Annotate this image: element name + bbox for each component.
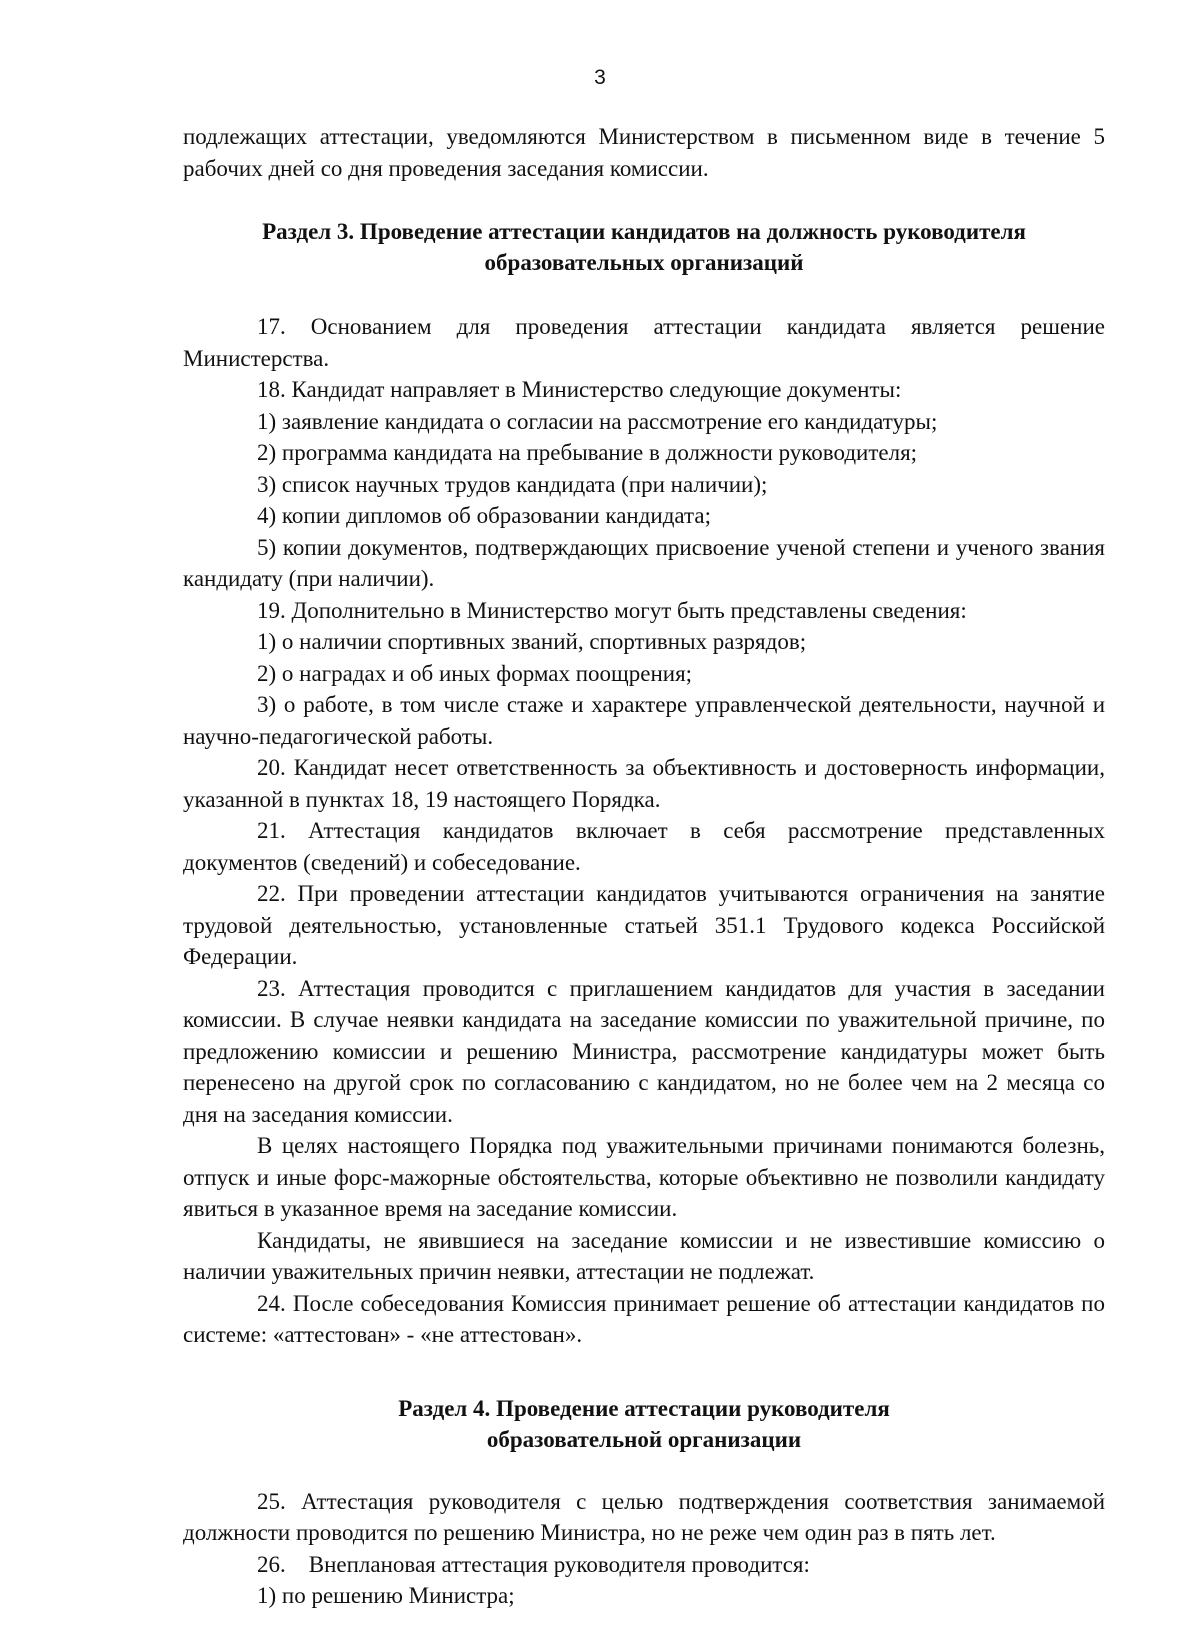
paragraph-24: 24. После собеседования Комиссия принимает решение об аттестации кандидатов по системе: «аттестован» - «не аттестован». — [183, 1290, 1105, 1347]
section-4-heading-line-1: Раздел 4. Проведение аттестации руководителя — [398, 1395, 890, 1421]
page-number: 3 — [594, 66, 606, 89]
list-item-18-5: 5) копии документов, подтверждающих присвоение ученой степени и ученого звания кандидату (при наличии). — [183, 534, 1105, 591]
section-3-body — [183, 311, 1105, 1351]
paragraph-26: 26. Внеплановая аттестация руководителя проводится: — [257, 1551, 810, 1577]
paragraph-17: 17. Основанием для проведения аттестации кандидата является решение Министерства. — [183, 314, 1105, 371]
section-3-heading-line-1: Раздел 3. Проведение аттестации кандидатов на должность руководителя — [262, 219, 1026, 244]
paragraph-23: 23. Аттестация проводится с приглашением кандидатов для участия в заседании комиссии. В случае неявки кандидата на заседание комиссии по уважительной причине, по предложению комиссии и решению Министра, рассмотрение кандидатуры может быть перенесено на другой срок по согласованию с кандидатом, но не более чем на 2 месяца со дня на заседания комиссии. — [183, 975, 1105, 1127]
list-item-18-2: 2) программа кандидата на пребывание в должности руководителя; — [257, 440, 918, 465]
list-item-19-1: 1) о наличии спортивных званий, спортивных разрядов; — [257, 629, 807, 654]
paragraph-18: 18. Кандидат направляет в Министерство следующие документы: — [257, 377, 902, 402]
paragraph-21: 21. Аттестация кандидатов включает в себя рассмотрение представленных документов (сведений) и собеседование. — [183, 818, 1105, 875]
section-3-heading-line-2: образовательных организаций — [484, 250, 804, 275]
list-item-26-1: 1) по решению Министра; — [257, 1583, 515, 1608]
paragraph-23-absent-candidates: Кандидаты, не явившиеся на заседание комиссии и не известившие комиссию о наличии уважительных причин неявки, аттестации не подлежат. — [183, 1227, 1105, 1284]
list-item-18-3: 3) список научных трудов кандидата (при наличии); — [257, 471, 768, 497]
section-4-heading-line-2: образовательной организации — [486, 1426, 802, 1452]
list-item-18-4: 4) копии дипломов об образовании кандидата; — [257, 503, 711, 528]
list-item-19-3: 3) о работе, в том числе стаже и характере управленческой деятельности, научной и научно-педагогической работы. — [183, 692, 1105, 749]
document-body — [183, 121, 1111, 1612]
section-4-body — [183, 1486, 1111, 1612]
paragraph-20: 20. Кандидат несет ответственность за объективность и достоверность информации, указанной в пунктах 18, 19 настоящего Порядка. — [183, 755, 1105, 812]
section-4-heading — [183, 1393, 1105, 1455]
section-3-heading — [183, 216, 1105, 278]
intro-paragraph: подлежащих аттестации, уведомляются Министерством в письменном виде в течение 5 рабочих дней со дня проведения заседания комиссии. — [183, 124, 1105, 181]
paragraph-19: 19. Дополнительно в Министерство могут быть представлены сведения: — [257, 597, 967, 623]
paragraph-23-valid-reasons: В целях настоящего Порядка под уважительными причинами понимаются болезнь, отпуск и иные форс-мажорные обстоятельства, которые объективно не позволили кандидату явиться в указанное время на заседание комиссии. — [183, 1133, 1105, 1221]
paragraph-22: 22. При проведении аттестации кандидатов учитываются ограничения на занятие трудовой деятельностью, установленные статьей 351.1 Трудового кодекса Российской Федерации. — [183, 881, 1105, 969]
list-item-19-2: 2) о наградах и об иных формах поощрения; — [257, 660, 693, 686]
paragraph-25: 25. Аттестация руководителя с целью подтверждения соответствия занимаемой должности проводится по решению Министра, но не реже чем один раз в пять лет. — [183, 1488, 1111, 1545]
list-item-18-1: 1) заявление кандидата о согласии на рассмотрение его кандидатуры; — [257, 408, 938, 434]
